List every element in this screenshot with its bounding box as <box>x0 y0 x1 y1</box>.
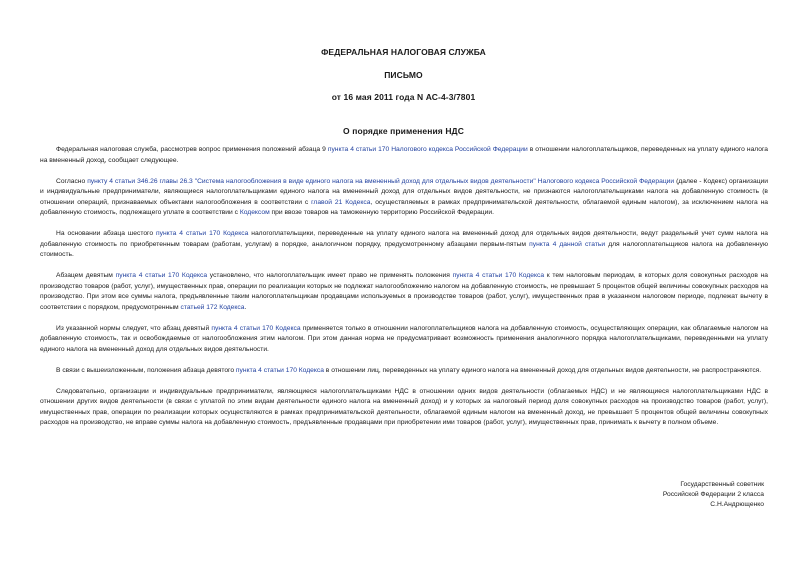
law-reference-link[interactable]: статьей 172 Кодекса <box>180 303 245 311</box>
doc-date-number: от 16 мая 2011 года N АС-4-3/7801 <box>331 92 476 102</box>
paragraph-text: в отношении налогоплательщиков, переведенных на уплату единого налога на вмененный доход, сообщает следующее. <box>40 146 768 164</box>
signature-name: С.Н.Андрющенко <box>710 501 764 508</box>
document-body <box>40 145 768 439</box>
law-reference-link[interactable]: главой 21 Кодекса <box>311 198 371 206</box>
paragraph <box>40 366 768 377</box>
paragraph-text: применяется только в отношении налогоплательщиков налога на добавленную стоимость, осуществляющих операции, как облагаемые налогом на добавленную стоимость, так и освобождаемые от налогообложения этим налогом. При этом данная норма не предусматривает возможность применения аналогичного порядка налогоплательщиками, переведенными на уплату единого налога на вмененный доход для отдельных видов деятельности. <box>40 324 768 353</box>
law-reference-link[interactable]: пункта 4 статьи 170 Налогового кодекса Российской Федерации <box>327 146 528 153</box>
paragraph-text: к тем налоговым периодам, в которых доля совокупных расходов на производство товаров (работ, услуг), имущественных прав, операции по реализации которых не подлежат налогообложению налогом на добавленную стоимость, не превышает 5 процентов общей величины совокупных расходов на производство. При этом все суммы налога, предъявленные таким налогоплательщикам продавцами используемых в производстве товаров (работ, услуг), имущественных прав в указанном налоговом периоде, подлежат вычету в соответствии с порядком, предусмотренным <box>40 272 769 311</box>
paragraph-text: , осуществляемых в рамках предпринимательской деятельности, облагаемой единым налогом), за исключением налога на добавленную стоимость, подлежащего уплате в соответствии с <box>40 198 769 216</box>
paragraph <box>40 177 768 219</box>
paragraph-text: Следовательно, организации и индивидуальные предприниматели, являющиеся налогоплательщиками НДС в отношении одних видов деятельности (облагаемых НДС) и не являющиеся налогоплательщиками НДС в отношении других видов деятельности (в связи с уплатой по этим видам деятельности единого налога на вмененный доход) и у которых за налоговый период доля совокупных расходов на производство товаров (работ, услуг), имущественных прав, операции по реализации которых осуществляются в рамках предпринимательской деятельности, облагаемой единым налогом на вмененный доход, не превышает 5 процентов общей величины совокупных расходов на производство, не вправе суммы налога на добавленную стоимость, предъявленные продавцами при приобретении ими товаров (работ, услуг), имущественных прав, принимать к вычету в полном объеме. <box>40 387 768 426</box>
law-reference-link[interactable]: пункта 4 статьи 170 Кодекса <box>156 230 249 237</box>
paragraph-text: Из указанной нормы следует, что абзац девятый <box>56 324 212 332</box>
law-reference-link[interactable]: пункта 4 статьи 170 Кодекса <box>115 272 208 279</box>
paragraph-text: . <box>244 303 247 311</box>
paragraph-text: Абзацем девятым <box>56 272 116 279</box>
signature-block <box>663 480 764 510</box>
paragraph-text: В связи с вышеизложенным, положения абзаца девятого <box>56 366 236 374</box>
paragraph-text: для налогоплательщиков налога на добавленную стоимость. <box>40 240 768 258</box>
law-reference-link[interactable]: Кодексом <box>239 209 270 216</box>
paragraph <box>40 387 768 429</box>
paragraph-text: Согласно <box>56 177 88 185</box>
law-reference-link[interactable]: пункта 4 статьи 170 Кодекса <box>235 366 324 374</box>
paragraph-text: при ввозе товаров на таможенную территорию Российской Федерации. <box>269 209 494 216</box>
paragraph-text: (далее - Кодекс) организации и индивидуальные предприниматели, являющиеся налогоплательщиками единого налога на вмененный доход для отдельных видов деятельности, не признаются налогоплательщиками налога на добавленную стоимость (в отношении операций, признаваемых объектами налогообложения в соответствии с <box>40 177 769 206</box>
paragraph-text: налогоплательщики, переведенные на уплату единого налога на вмененный доход для отдельных видов деятельности, ведут раздельный учет сумм налога на добавленную стоимость по приобретенным товарам (работам, услугам) в порядке, аналогичном порядку, предусмотренному абзацами первым-пятым <box>40 230 768 248</box>
signature-rank: Российской Федерации 2 класса <box>662 491 764 498</box>
law-reference-link[interactable]: пункту 4 статьи 346.26 главы 26.3 "Система налогообложения в виде единого налога на вмененный доход для отдельных видов деятельности" Налогового кодекса Российской Федерации <box>87 177 675 185</box>
paragraph-text: Федеральная налоговая служба, рассмотрев вопрос применения положений абзаца 9 <box>56 146 328 153</box>
paragraph-text: На основании абзаца шестого <box>56 230 156 237</box>
paragraph <box>40 271 768 313</box>
doc-type-title: ПИСЬМО <box>384 70 423 80</box>
law-reference-link[interactable]: пункта 4 статьи 170 Кодекса <box>452 272 545 279</box>
paragraph <box>40 229 768 261</box>
paragraph-text: в отношении лиц, переведенных на уплату единого налога на вмененный доход для отдельных видов деятельности, не распространяются. <box>323 366 762 374</box>
law-reference-link[interactable]: пункта 4 статьи 170 Кодекса <box>211 324 301 332</box>
paragraph <box>40 324 768 356</box>
signature-title: Государственный советник <box>680 481 764 488</box>
law-reference-link[interactable]: пункта 4 данной статьи <box>529 240 606 248</box>
org-title: ФЕДЕРАЛЬНАЯ НАЛОГОВАЯ СЛУЖБА <box>321 47 486 57</box>
paragraph <box>40 145 768 166</box>
paragraph-text: установлено, что налогоплательщик имеет право не применять положения <box>207 272 453 279</box>
doc-subject: О порядке применения НДС <box>343 126 464 136</box>
